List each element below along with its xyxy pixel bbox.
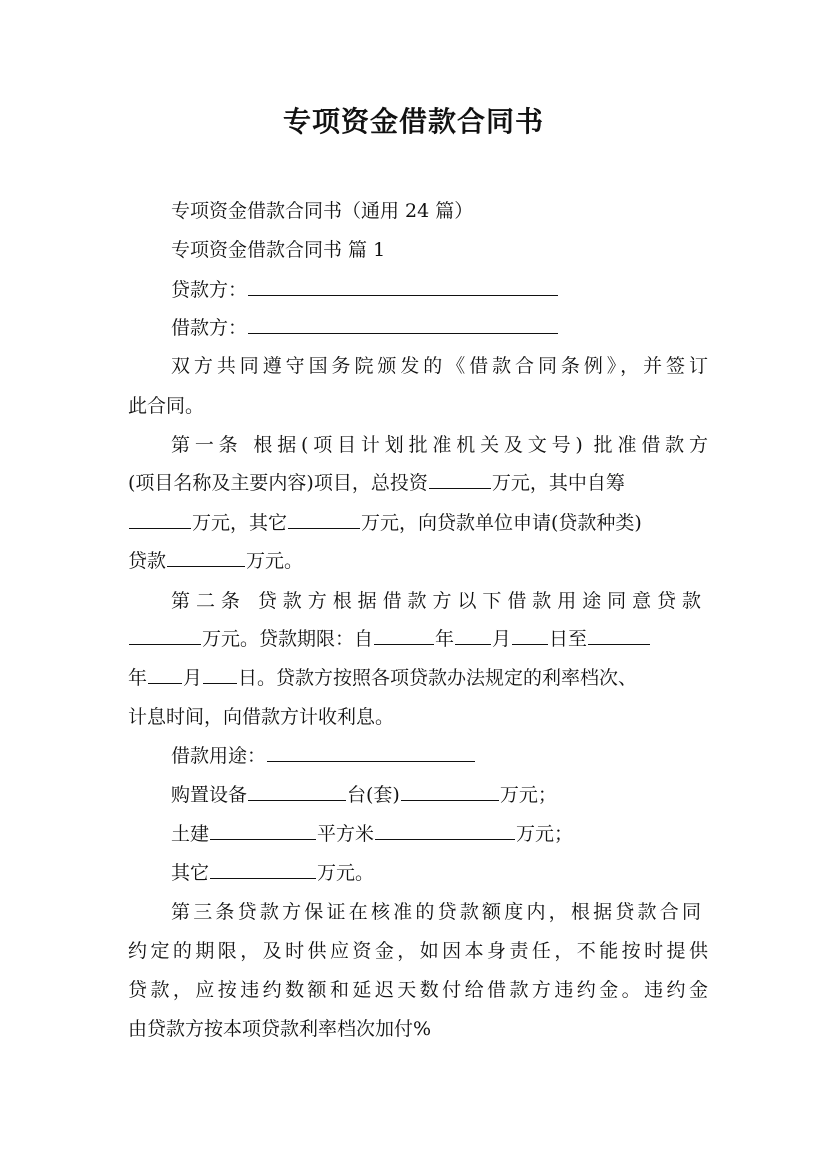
article2-text: 日。贷款方按照各项贷款办法规定的利率档次、 <box>238 667 638 689</box>
end-year-blank <box>588 626 650 645</box>
intro-line-1: 双方共同遵守国务院颁发的《借款合同条例》，并签订 <box>171 355 708 377</box>
start-year-blank <box>374 626 434 645</box>
borrower-label: 借款方： <box>171 317 248 339</box>
start-month-blank <box>455 626 491 645</box>
usage-line <box>171 743 476 769</box>
article2-text: 月 <box>492 628 512 650</box>
article1-text: (项目名称及主要内容)项目，总投资 <box>128 472 428 494</box>
other-usage-blank <box>210 860 316 879</box>
article2-text: 日至 <box>549 628 588 650</box>
end-day-blank <box>203 665 237 684</box>
article1-line-3 <box>128 510 642 536</box>
lender-label: 贷款方： <box>171 279 248 301</box>
article2-text: 万元。贷款期限：自 <box>202 628 374 650</box>
document-title: 专项资金借款合同书 <box>282 105 544 138</box>
usage-text: 万元； <box>499 784 557 806</box>
construction-amount-blank <box>375 821 515 840</box>
article3-line-4: 由贷款方按本项贷款利率档次加付% <box>128 1018 432 1040</box>
end-month-blank <box>148 665 182 684</box>
article3-line-3: 贷款，应按违约数额和延迟天数付给借款方违约金。违约金 <box>128 979 708 1001</box>
article2-line-2 <box>128 626 651 652</box>
article1-text: 万元。 <box>246 550 304 572</box>
lender-blank <box>248 277 558 296</box>
article2-text: 年 <box>128 667 148 689</box>
usage-text: 土建 <box>171 823 210 845</box>
equipment-line <box>171 782 557 808</box>
article2-line-4: 计息时间，向借款方计收利息。 <box>128 706 395 728</box>
section-heading: 专项资金借款合同书 篇 1 <box>171 239 386 261</box>
loan-sum-blank <box>129 626 201 645</box>
other-funds-blank <box>288 510 360 529</box>
self-raised-blank <box>129 510 191 529</box>
equipment-count-blank <box>248 782 346 801</box>
borrower-line <box>171 315 559 341</box>
usage-blank <box>267 743 475 762</box>
article1-text: 万元，其中自筹 <box>491 472 625 494</box>
usage-text: 台(套) <box>347 784 400 806</box>
equipment-amount-blank <box>401 782 499 801</box>
construction-line <box>171 821 573 847</box>
article3-line-2: 约定的期限，及时供应资金，如因本身责任，不能按时提供 <box>128 940 708 962</box>
usage-text: 万元。 <box>317 862 375 884</box>
article1-text: 万元，其它 <box>192 512 288 534</box>
construction-area-blank <box>210 821 316 840</box>
article1-line-1: 第一条 根据(项目计划批准机关及文号) 批准借款方 <box>171 434 708 456</box>
article1-text: 贷款 <box>128 550 167 572</box>
article2-line-1: 第二条 贷款方根据借款方以下借款用途同意贷款 <box>171 590 701 612</box>
subtitle: 专项资金借款合同书（通用 24 篇） <box>171 200 474 222</box>
article1-text: 万元，向贷款单位申请(贷款种类) <box>361 512 642 534</box>
article3-line-1: 第三条贷款方保证在核准的贷款额度内，根据贷款合同 <box>171 901 701 923</box>
article2-text: 年 <box>435 628 455 650</box>
usage-text: 平方米 <box>317 823 375 845</box>
intro-line-2: 此合同。 <box>128 395 205 417</box>
lender-line <box>171 277 559 303</box>
borrower-blank <box>248 315 558 334</box>
article1-line-2 <box>128 470 625 496</box>
article2-text: 月 <box>183 667 203 689</box>
loan-amount-blank <box>167 548 245 567</box>
start-day-blank <box>512 626 548 645</box>
article1-line-4 <box>128 548 303 574</box>
total-investment-blank <box>429 470 491 489</box>
usage-label: 借款用途： <box>171 745 267 767</box>
other-usage-line <box>171 860 374 886</box>
usage-text: 其它 <box>171 862 210 884</box>
usage-text: 万元； <box>516 823 574 845</box>
article2-line-3 <box>128 665 637 691</box>
usage-text: 购置设备 <box>171 784 248 806</box>
